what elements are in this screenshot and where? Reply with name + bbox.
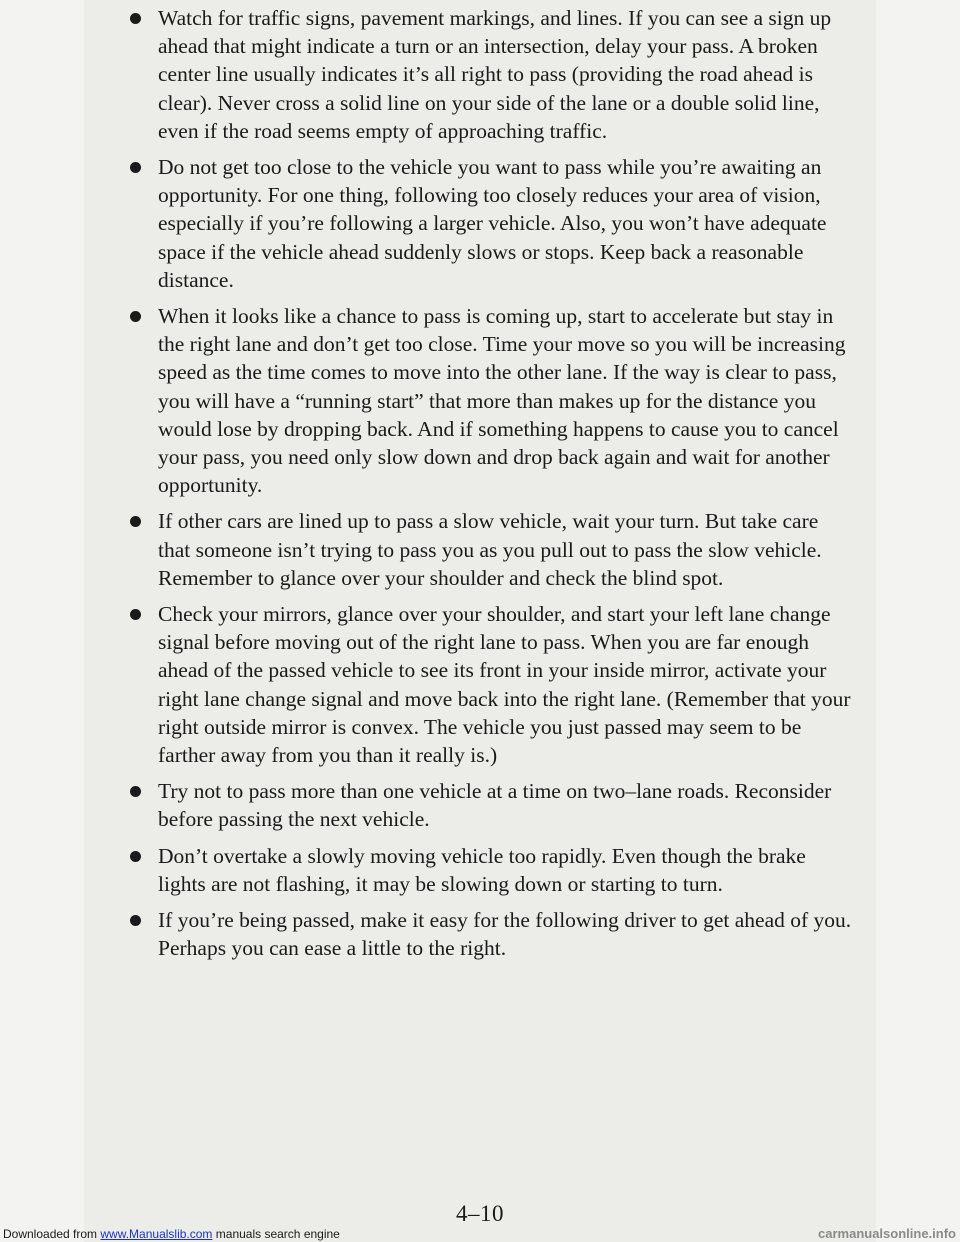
- list-item: [84, 4, 876, 145]
- list-item: [84, 507, 876, 592]
- list-item: [84, 842, 876, 898]
- bullet-icon: [130, 311, 141, 322]
- list-item: [84, 906, 876, 962]
- list-item: [84, 600, 876, 769]
- bullet-icon: [130, 851, 141, 862]
- list-item: [84, 302, 876, 499]
- bullet-icon: [130, 609, 141, 620]
- bullet-icon: [130, 786, 141, 797]
- footer-source: [3, 1226, 340, 1242]
- manual-page: [84, 0, 876, 1242]
- list-item-text: Don’t overtake a slowly moving vehicle too rapidly. Even though the brake lights are not flashing, it may be slowing down or starting to turn.: [158, 843, 806, 896]
- watermark: carmanualsonline.info: [818, 1226, 956, 1241]
- bullet-icon: [130, 915, 141, 926]
- download-footer: [0, 1226, 960, 1242]
- list-item: [84, 777, 876, 833]
- page-number: 4–10: [456, 1201, 504, 1226]
- list-item-text: Try not to pass more than one vehicle at a time on two–lane roads. Reconsider before passing the next vehicle.: [158, 779, 832, 832]
- list-item-text: When it looks like a chance to pass is coming up, start to accelerate but stay in the right lane and don’t get too close. Time your move so you will be increasing speed as the time comes to move into the other lane. If the way is clear to pass, you will have a “running start” that more than makes up for the distance you would lose by dropping back. And if something happens to cause you to cancel your pass, you need only slow down and drop back again and wait for another opportunity.: [158, 304, 846, 498]
- list-item: [84, 153, 876, 294]
- list-item-text: If other cars are lined up to pass a slow vehicle, wait your turn. But take care that someone isn’t trying to pass you as you pull out to pass the slow vehicle. Remember to glance over your shoulder and check the blind spot.: [158, 509, 822, 590]
- footer-suffix: manuals search engine: [212, 1227, 340, 1241]
- passing-tips-list: [84, 4, 876, 971]
- list-item-text: If you’re being passed, make it easy for the following driver to get ahead of you. Perhaps you can ease a little to the right.: [158, 908, 852, 961]
- footer-prefix: Downloaded from: [3, 1227, 101, 1241]
- manualslib-link[interactable]: www.Manualslib.com: [100, 1227, 213, 1241]
- bullet-icon: [130, 162, 141, 173]
- list-item-text: Watch for traffic signs, pavement markings, and lines. If you can see a sign up ahead that might indicate a turn or an intersection, delay your pass. A broken center line usually indicates it’s all right to pass (providing the road ahead is clear). Never cross a solid line on your side of the lane or a double solid line, even if the road seems empty of approaching traffic.: [158, 6, 832, 143]
- bullet-icon: [130, 516, 141, 527]
- list-item-text: Check your mirrors, glance over your shoulder, and start your left lane change signal before moving out of the right lane to pass. When you are far enough ahead of the passed vehicle to see its front in your inside mirror, activate your right lane change signal and move back into the right lane. (Remember that your right outside mirror is convex. The vehicle you just passed may seem to be farther away from you than it really is.): [158, 602, 851, 768]
- bullet-icon: [130, 13, 141, 24]
- list-item-text: Do not get too close to the vehicle you want to pass while you’re awaiting an opportunity. For one thing, following too closely reduces your area of vision, especially if you’re following a larger vehicle. Also, you won’t have adequate space if the vehicle ahead suddenly slows or stops. Keep back a reasonable distance.: [158, 155, 827, 292]
